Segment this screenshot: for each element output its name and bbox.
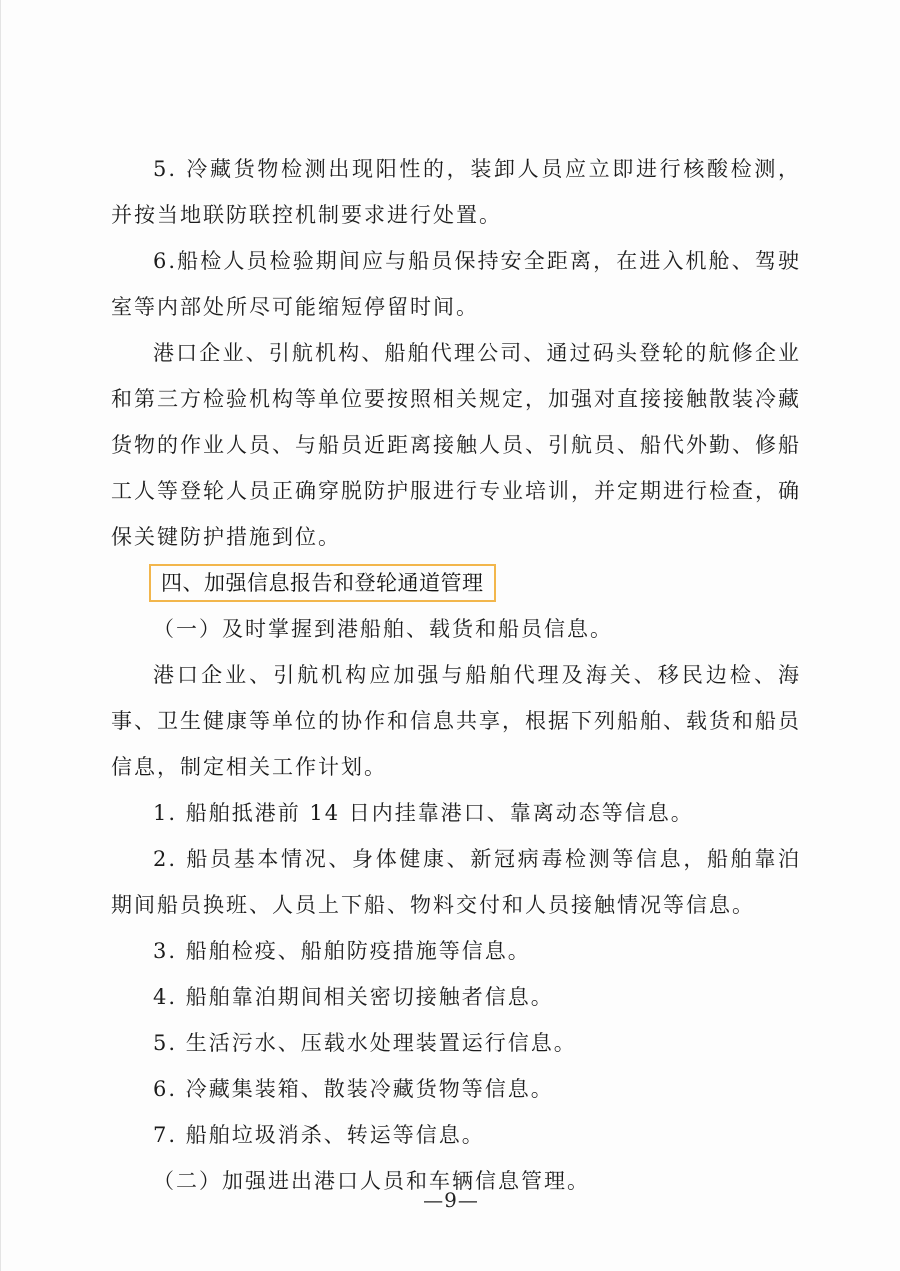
info-item-2: 2. 船员基本情况、身体健康、新冠病毒检测等信息，船舶靠泊期间船员换班、人员上下船、物料交付和人员接触情况等信息。 bbox=[111, 847, 801, 917]
info-item-7: 7. 船舶垃圾消杀、转运等信息。 bbox=[153, 1123, 485, 1147]
subheading-2: （二）加强进出港口人员和车辆信息管理。 bbox=[153, 1169, 590, 1193]
section-heading-container bbox=[149, 560, 801, 606]
paragraph-training-requirements: 港口企业、引航机构、船舶代理公司、通过码头登轮的航修企业和第三方检验机构等单位要按照相关规定，加强对直接接触散装冷藏货物的作业人员、与船员近距离接触人员、引航员、船代外勤、修船工人等登轮人员正确穿脱防护服进行专业培训，并定期进行检查，确保关键防护措施到位。 bbox=[111, 341, 801, 549]
subheading-1: （一）及时掌握到港船舶、载货和船员信息。 bbox=[153, 617, 613, 641]
info-item-4: 4. 船舶靠泊期间相关密切接触者信息。 bbox=[153, 985, 554, 1009]
info-item-1: 1. 船舶抵港前 14 日内挂靠港口、靠离动态等信息。 bbox=[153, 801, 694, 825]
page-number: —9— bbox=[423, 1188, 479, 1212]
paragraph-item-5-cold-cargo: 5. 冷藏货物检测出现阳性的，装卸人员应立即进行核酸检测，并按当地联防联控机制要求进行处置。 bbox=[111, 157, 801, 227]
intro-paragraph: 港口企业、引航机构应加强与船舶代理及海关、移民边检、海事、卫生健康等单位的协作和信息共享，根据下列船舶、载货和船员信息，制定相关工作计划。 bbox=[111, 663, 801, 779]
info-item-3: 3. 船舶检疫、船舶防疫措施等信息。 bbox=[153, 939, 531, 963]
document-body bbox=[111, 146, 801, 1204]
info-item-5: 5. 生活污水、压载水处理装置运行信息。 bbox=[153, 1031, 577, 1055]
info-item-6: 6. 冷藏集装箱、散装冷藏货物等信息。 bbox=[153, 1077, 554, 1101]
section-heading: 四、加强信息报告和登轮通道管理 bbox=[149, 564, 496, 602]
paragraph-item-6-ship-inspection: 6.船检人员检验期间应与船员保持安全距离，在进入机舱、驾驶室等内部处所尽可能缩短停留时间。 bbox=[111, 249, 801, 319]
